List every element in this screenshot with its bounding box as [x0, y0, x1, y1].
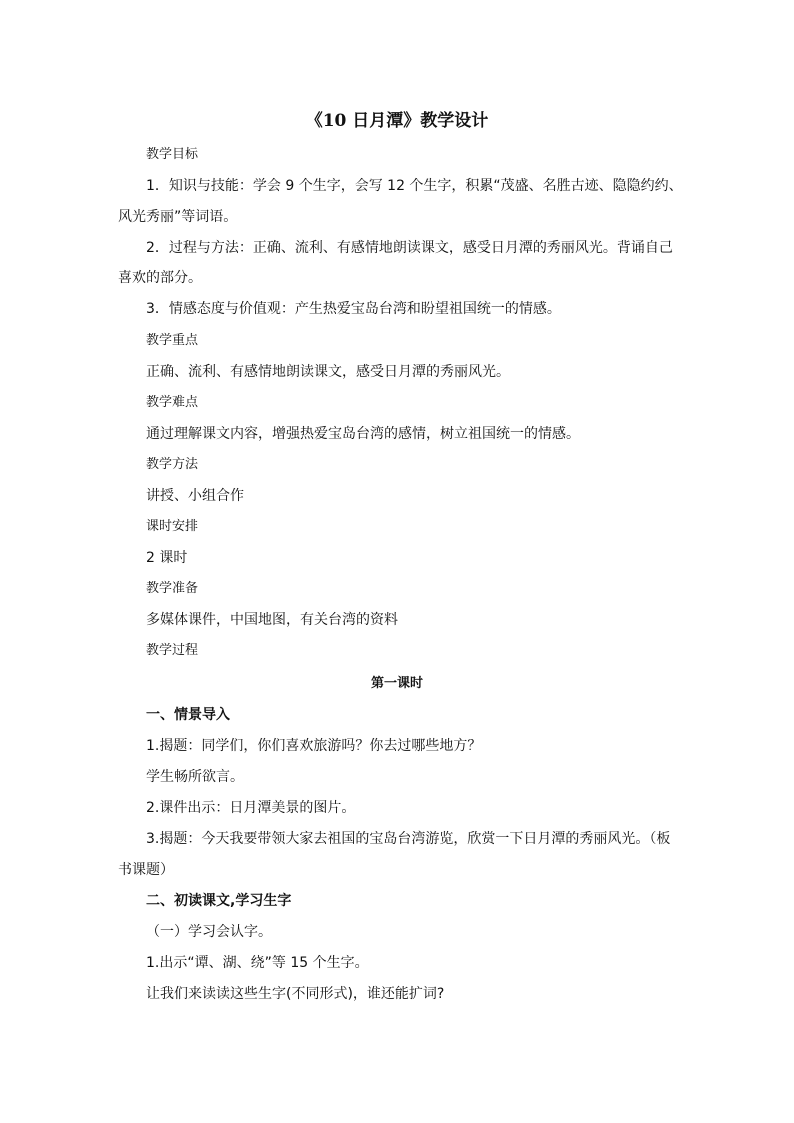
paragraph-line: 风光秀丽”等词语。 [118, 209, 238, 225]
paragraph-line: 通过理解课文内容，增强热爱宝岛台湾的感情，树立祖国统一的情感。 [146, 426, 580, 442]
paragraph-line: 学生畅所欲言。 [146, 769, 244, 785]
section-heading-key-points: 教学重点 [146, 333, 199, 348]
paragraph-line: 2 课时 [146, 550, 188, 566]
paragraph-line: 1.出示“谭、湖、绕”等 15 个生字。 [146, 955, 369, 971]
paragraph-line: 2．过程与方法：正确、流利、有感情地朗读课文，感受日月潭的秀丽风光。背诵自己 [146, 240, 673, 256]
section-heading-preparation: 教学准备 [146, 581, 199, 596]
section-heading-goals: 教学目标 [146, 147, 199, 162]
paragraph-line: 1.揭题：同学们，你们喜欢旅游吗？你去过哪些地方？ [146, 738, 482, 754]
paragraph-line: 多媒体课件，中国地图，有关台湾的资料 [146, 612, 398, 628]
paragraph-line: 3.揭题：今天我要带领大家去祖国的宝岛台湾游览，欣赏一下日月潭的秀丽风光。（板 [146, 831, 671, 847]
document-title: 《10 日月潭》教学设计 [305, 111, 489, 131]
section-heading-schedule: 课时安排 [146, 519, 199, 534]
paragraph-line: 书课题） [118, 862, 174, 878]
section-heading-difficulties: 教学难点 [146, 395, 199, 410]
paragraph-line: 2.课件出示：日月潭美景的图片。 [146, 800, 356, 816]
section-heading-process: 教学过程 [146, 643, 199, 658]
paragraph-line: 讲授、小组合作 [146, 488, 244, 504]
subsection-heading: 一、情景导入 [146, 707, 230, 723]
paragraph-line: （一）学习会认字。 [146, 924, 272, 940]
paragraph-line: 3．情感态度与价值观：产生热爱宝岛台湾和盼望祖国统一的情感。 [146, 301, 561, 317]
paragraph-line: 让我们来读读这些生字(不同形式)，谁还能扩词? [146, 986, 445, 1002]
paragraph-line: 正确、流利、有感情地朗读课文，感受日月潭的秀丽风光。 [146, 364, 510, 380]
subsection-heading: 二、初读课文,学习生字 [146, 893, 292, 909]
paragraph-line: 喜欢的部分。 [118, 270, 202, 286]
paragraph-line: 1．知识与技能：学会 9 个生字，会写 12 个生字，积累“茂盛、名胜古迹、隐隐约约、 [146, 178, 683, 194]
section-heading-methods: 教学方法 [146, 457, 199, 472]
lesson-heading: 第一课时 [370, 676, 423, 691]
